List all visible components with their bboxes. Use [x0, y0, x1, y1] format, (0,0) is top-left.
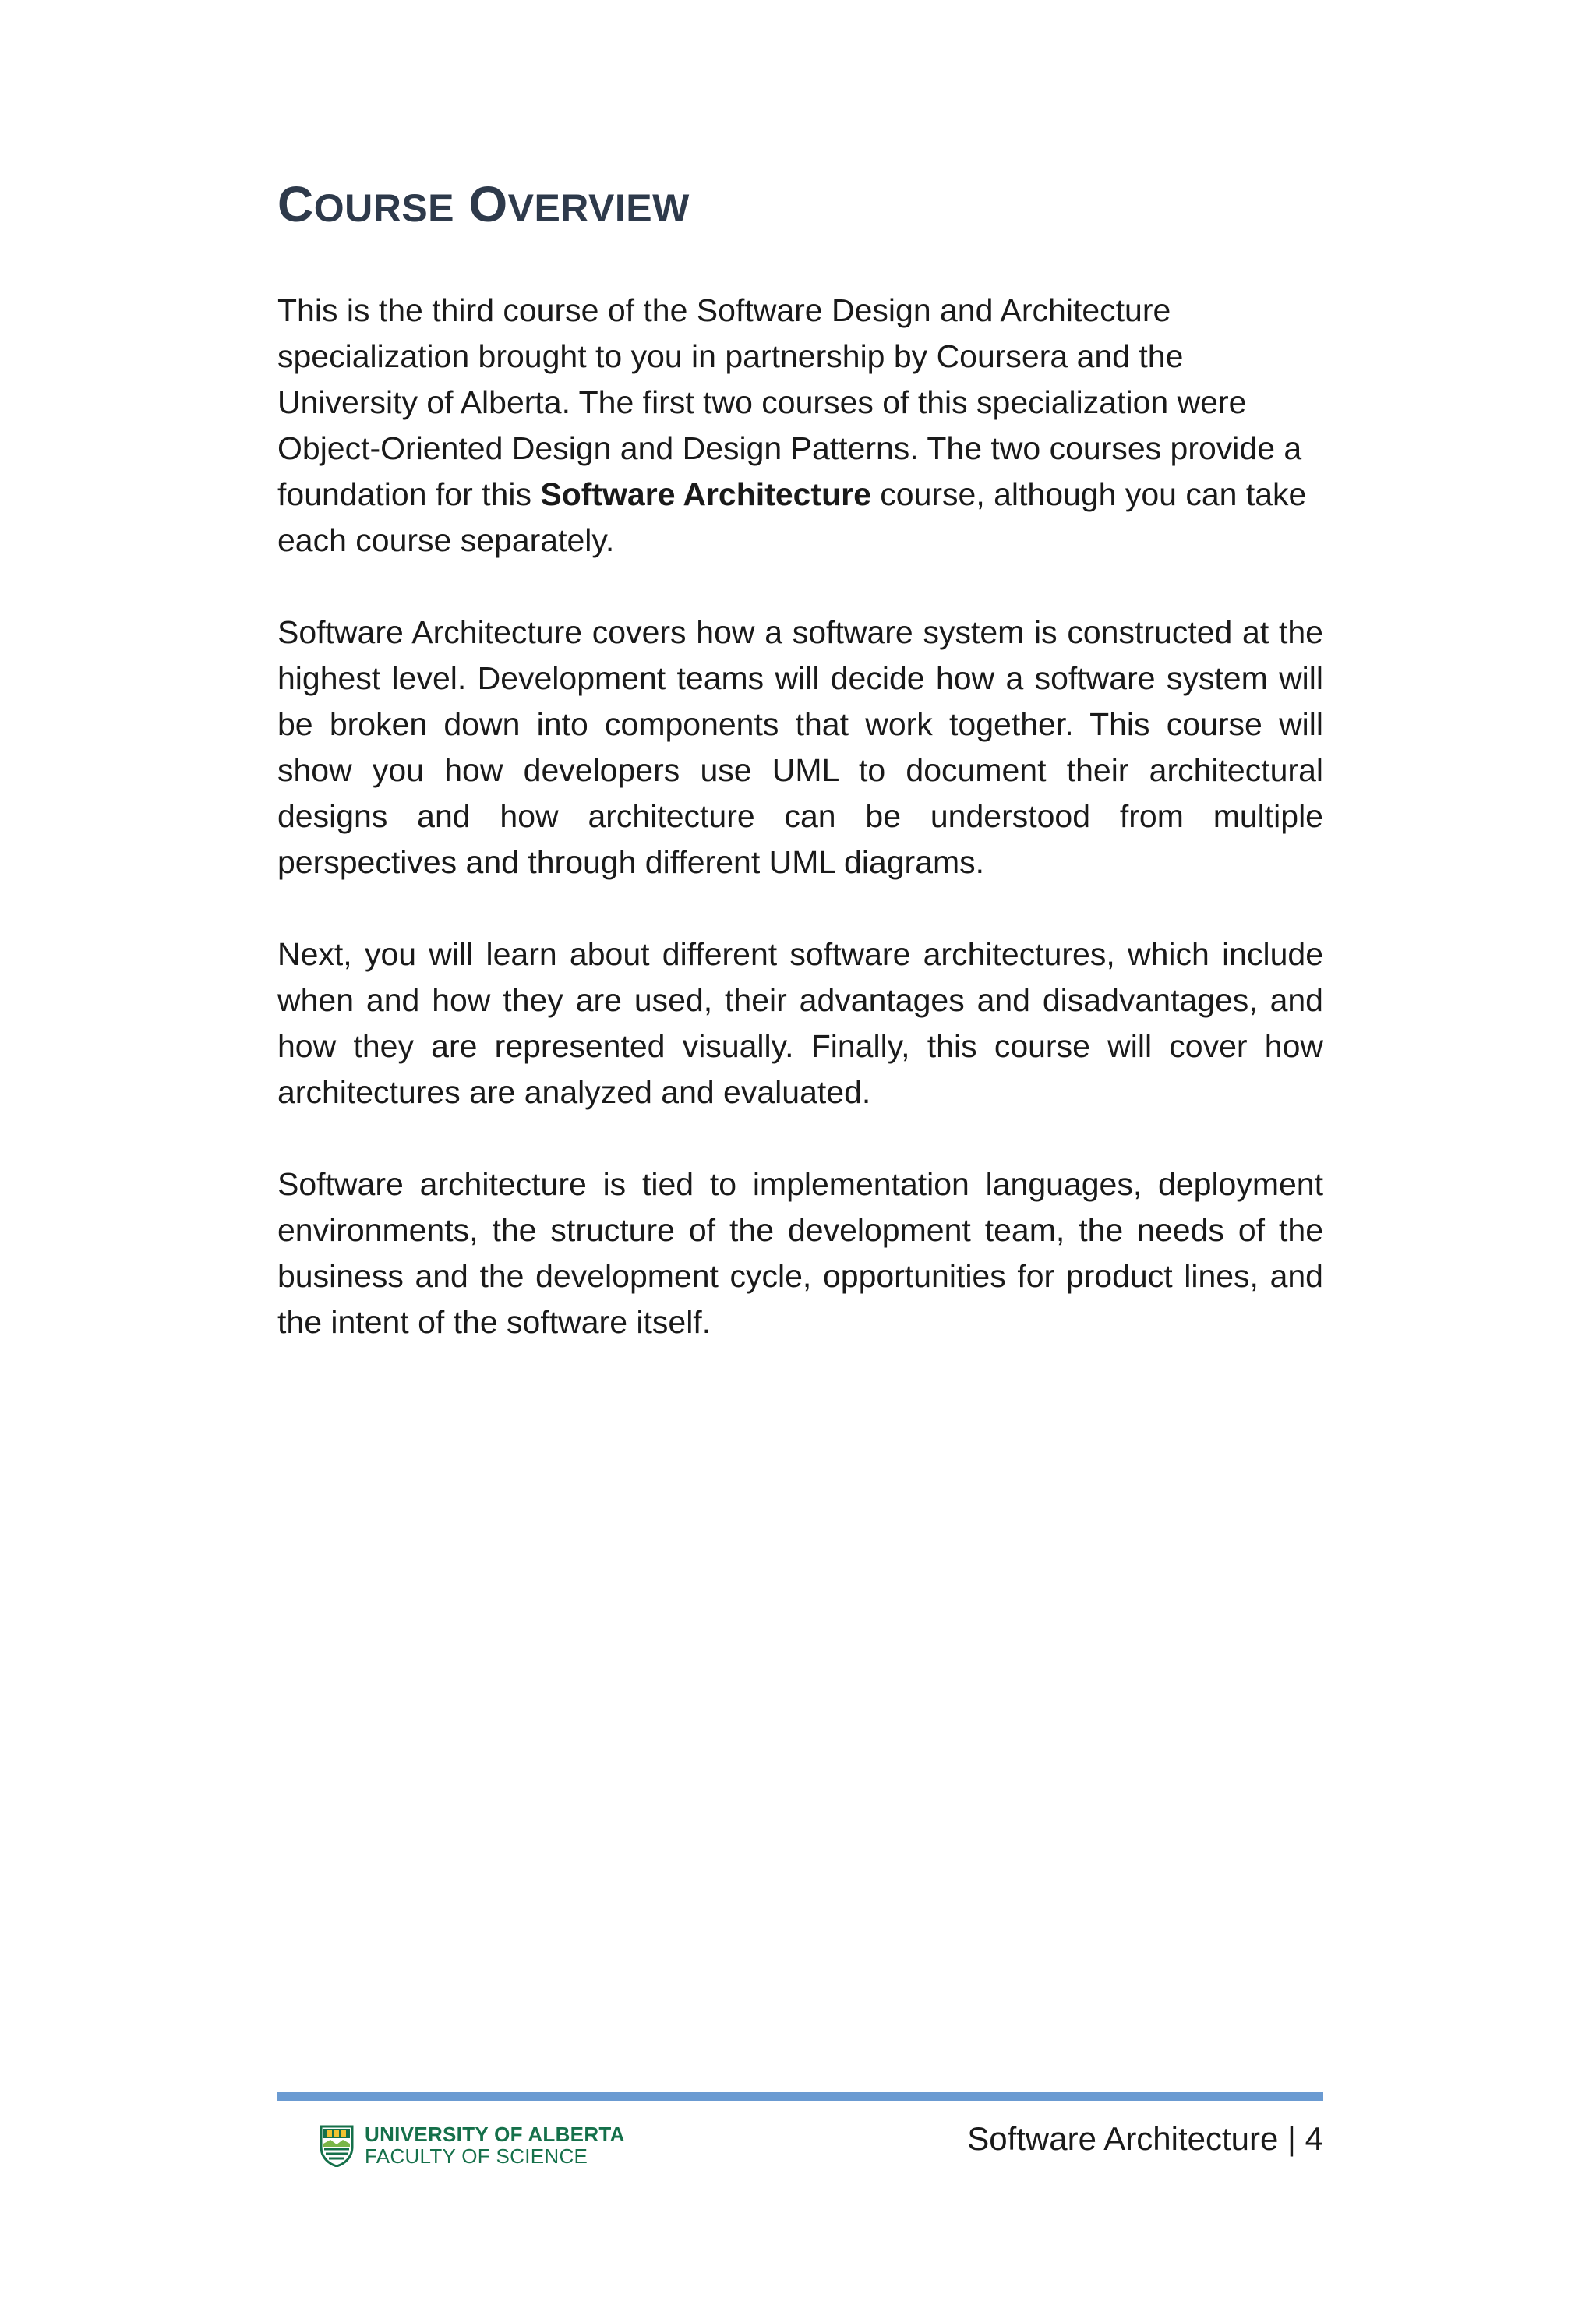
section-heading [277, 171, 1323, 241]
paragraph-intro [277, 288, 1323, 564]
paragraph-intro-start: This is the third course of the Software Design and Architecture specialization brought to you in partnership by Coursera and the University of Alberta. The first two courses of this specialization were Object-Oriented Design and Design Patterns. The two courses provide a foundation for this [277, 292, 1302, 512]
heading-word1-rest: OURSE [313, 186, 455, 230]
logo-university-name: UNIVERSITY OF ALBERTA [365, 2123, 625, 2146]
course-name-bold: Software Architecture [540, 476, 871, 512]
university-logo [320, 2120, 625, 2170]
paragraph-ties: Software architecture is tied to implementation languages, deployment environments, the structure of the development team, the needs of the business and the development cycle, opportunities for product lines, and the intent of the software itself. [277, 1166, 1323, 1340]
logo-faculty-name: FACULTY OF SCIENCE [365, 2144, 588, 2168]
heading-word2-initial: O [468, 176, 508, 232]
heading-word1-initial: C [277, 176, 314, 232]
university-shield-icon [320, 2123, 354, 2167]
page-footer-label: Software Architecture | 4 [967, 2120, 1323, 2157]
logo-wordmark [365, 2123, 625, 2167]
paragraph-architectures: Next, you will learn about different software architectures, which include when and how they are used, their advantages and disadvantages, and how they are represented visually. Finally, this course will cover how architectures are analyzed and evaluated. [277, 936, 1323, 1110]
page-content [277, 171, 1323, 1391]
paragraph-coverage: Software Architecture covers how a software system is constructed at the highest level. Development teams will decide how a software system will be broken down into components that work together. This course will show you how developers use UML to document their architectural designs and how architecture can be understood from multiple perspectives and through different UML diagrams. [277, 614, 1323, 880]
heading-word2-rest: VERVIEW [507, 186, 690, 230]
footer-divider [277, 2092, 1323, 2101]
paragraph-intro-end: course, although you can take each course separately. [277, 476, 1307, 558]
